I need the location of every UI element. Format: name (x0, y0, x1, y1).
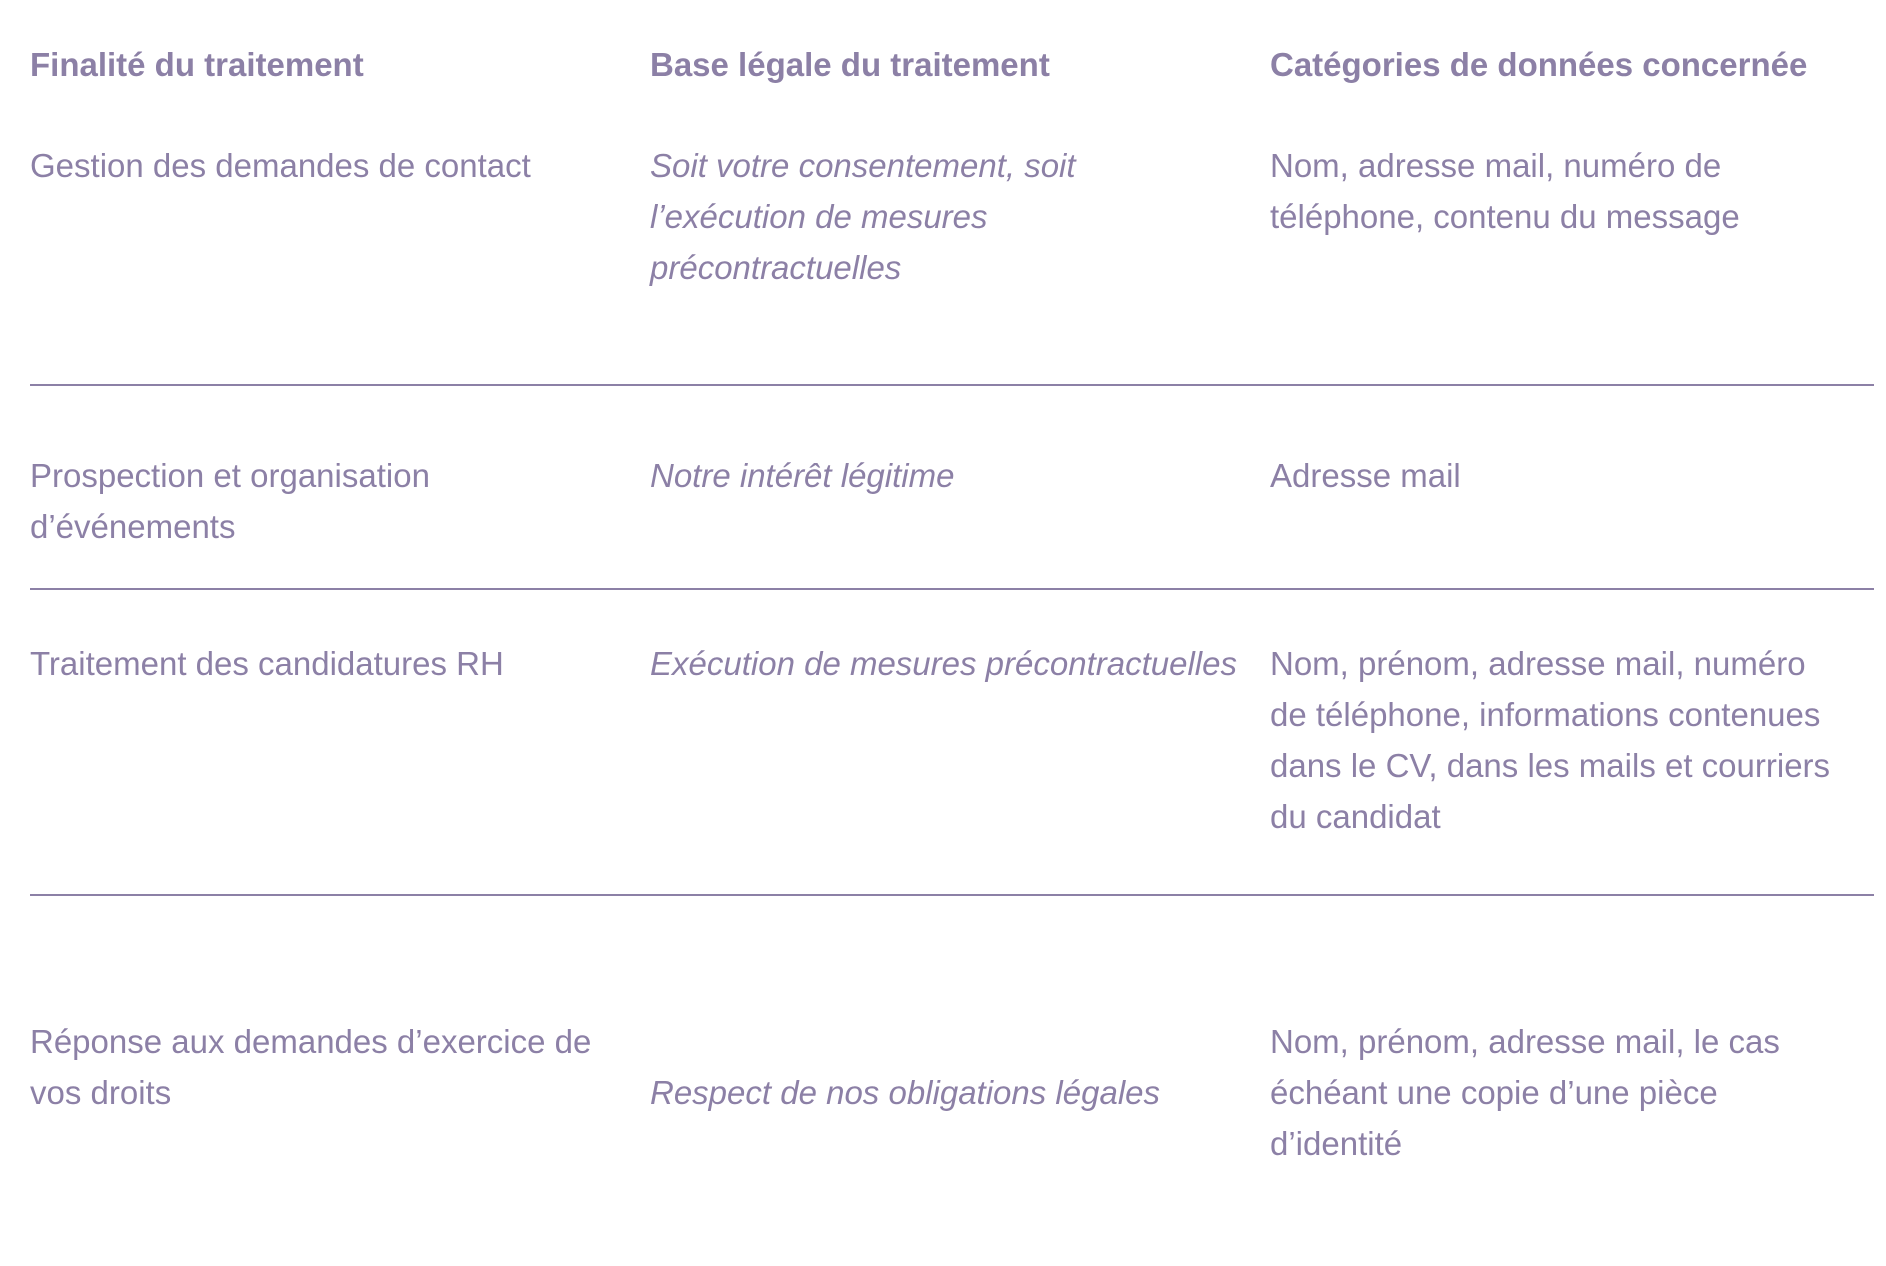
table-header (30, 0, 1874, 106)
legal-basis-cell: Exécution de mesures précontractuelles (650, 645, 1237, 682)
header-data-categories: Catégories de données concernée (1270, 46, 1808, 83)
legal-basis-cell: Notre intérêt légitime (650, 457, 955, 494)
data-categories-cell: Nom, adresse mail, numéro de téléphone, contenu du message (1270, 147, 1740, 235)
legal-basis-cell: Respect de nos obligations légales (650, 1074, 1161, 1111)
purpose-cell: Gestion des demandes de contact (30, 147, 531, 184)
purpose-cell: Réponse aux demandes d’exercice de vos droits (30, 1023, 592, 1111)
purpose-cell: Prospection et organisation d’événements (30, 457, 430, 545)
header-purpose: Finalité du traitement (30, 46, 364, 83)
data-categories-cell: Nom, prénom, adresse mail, numéro de téléphone, informations contenues dans le CV, dans les mails et courriers du candidat (1270, 645, 1831, 835)
header-legal-basis: Base légale du traitement (650, 46, 1050, 83)
legal-basis-cell: Soit votre consentement, soit l’exécution de mesures précontractuelles (650, 147, 1076, 286)
data-categories-cell: Nom, prénom, adresse mail, le cas échéant une copie d’une pièce d’identité (1270, 1023, 1780, 1162)
data-categories-cell: Adresse mail (1270, 457, 1461, 494)
table-row (30, 106, 1874, 386)
table-row (30, 386, 1874, 590)
data-processing-table (30, 0, 1874, 1216)
table-row (30, 590, 1874, 896)
table-row (30, 896, 1874, 1216)
purpose-cell: Traitement des candidatures RH (30, 645, 504, 682)
